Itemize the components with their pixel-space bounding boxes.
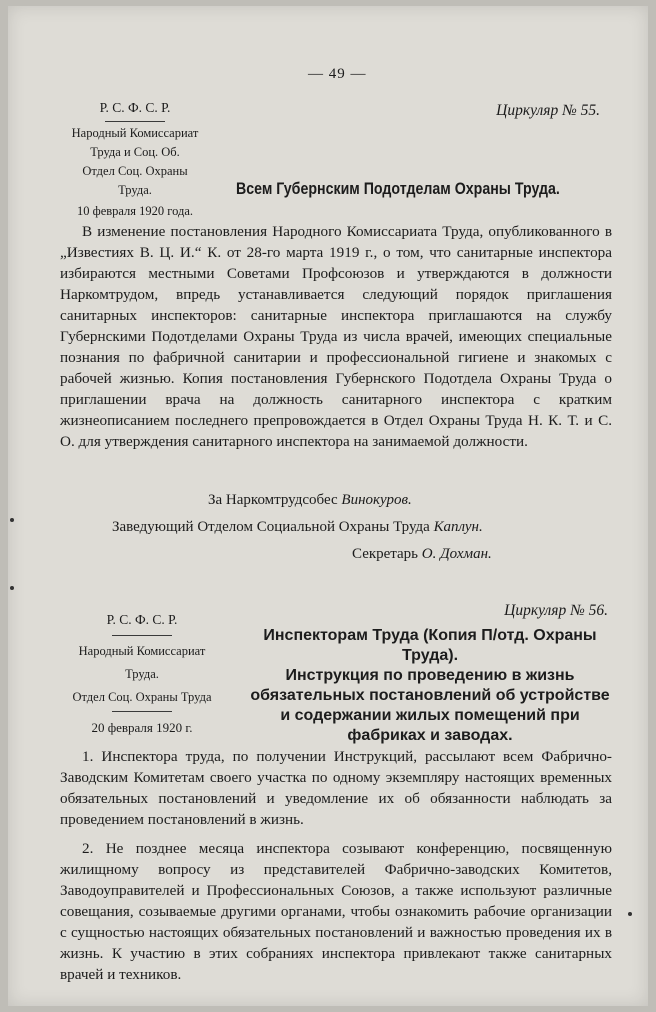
signature-role: Заведующий Отделом Социальной Охраны Труда [112,519,430,535]
c55-org-line: Труда и Соц. Об. [90,145,180,159]
c55-date: 10 февраля 1920 года. [76,204,194,218]
c56-date: 20 февраля 1920 г. [91,720,193,735]
c56-org-line: Труда. [125,667,159,681]
page-number: — 49 — [308,66,367,82]
c56-body [60,746,612,985]
divider [105,121,165,122]
c55-number: Циркуляр № 55. [496,102,600,119]
c55-rsfsr: Р. С. Ф. С. Р. [99,100,171,115]
c55-org-line: Труда. [118,183,152,197]
c56-number: Циркуляр № 56. [504,602,608,619]
ink-speck [10,518,14,522]
c55-left-block [60,98,210,221]
c56-rsfsr: Р. С. Ф. С. Р. [106,612,178,627]
signature-role: Секретарь [352,546,419,562]
c56-org-line: Народный Комиссариат [78,644,206,658]
c56-paragraph: 2. Не позднее месяца инспектора созывают конференцию, посвященную жилищному вопросу из представителей Фабрично-заводских Комитетов, Заводоуправителей и Профессиональных Союзов, а также используют различные совещания, созываемые другими органами, чтобы ознакомить рабочие организации с сущностью настоящих обязательных постановлений и важностью проведения их в жизнь. К участию в этих собраниях инспектора привлекают также санитарных врачей и техников. [60,840,612,983]
signature-name: Каплун. [433,519,483,535]
signature-line [208,492,412,509]
document-page [8,6,648,1006]
divider [112,711,172,712]
c56-paragraph: 1. Инспектора труда, по получении Инструкций, рассылают всем Фабрично-Заводским Комитетам своего участка по одному экземпляру настоящих временных обязательных постановлений и уведомление их об обязанности наблюдать за проведением постановлений в жизнь. [60,748,612,828]
c56-left-block [56,610,228,737]
signature-name: Винокуров. [341,492,412,508]
c56-subheading: Инструкция по проведению в жизнь обязательных постановлений об устройстве и содержании жилых помещений при фабриках и заводах. [250,667,610,744]
c56-heading: Инспекторам Труда (Копия П/отд. Охраны Труда). [263,627,597,664]
ink-speck [10,586,14,590]
c55-heading: Всем Губернским Подотделам Охраны Труда. [236,180,560,198]
signature-line [352,546,492,563]
c55-org-line: Отдел Соц. Охраны [82,164,188,178]
ink-speck [628,912,632,916]
divider [112,635,172,636]
signature-line [112,519,483,536]
c55-body: В изменение постановления Народного Комиссариата Труда, опубликованного в „Известиях В. Ц. И.“ К. от 28-го марта 1919 г., о том, что санитарные инспектора избираются местными Советами Профсоюзов и утверждаются в должности Наркомтрудом, впредь устанавливается следующий порядок приглашения санитарных инспекторов: санитарные инспектора приглашаются на службу Губернскими Подотделами Охраны Труда из числа врачей, имеющих специальные познания по фабричной санитарии и профессиональной гигиене и знакомых с рабочей жизнью. Копия постановления Губернского Подотдела Охраны Труда о приглашении врача на должность санитарного инспектора с кратким жизнеописанием последнего препровождается в Отдел Охраны Труда Н. К. Т. и С. О. для утверждения санитарного инспектора на занимаемой должности. [60,223,612,450]
signature-name: О. Дохман. [421,546,492,562]
signature-role: За Наркомтрудсобес [208,492,338,508]
c55-org-line: Народный Комиссариат [71,126,199,140]
c56-org-line: Отдел Соц. Охраны Труда [72,690,212,704]
